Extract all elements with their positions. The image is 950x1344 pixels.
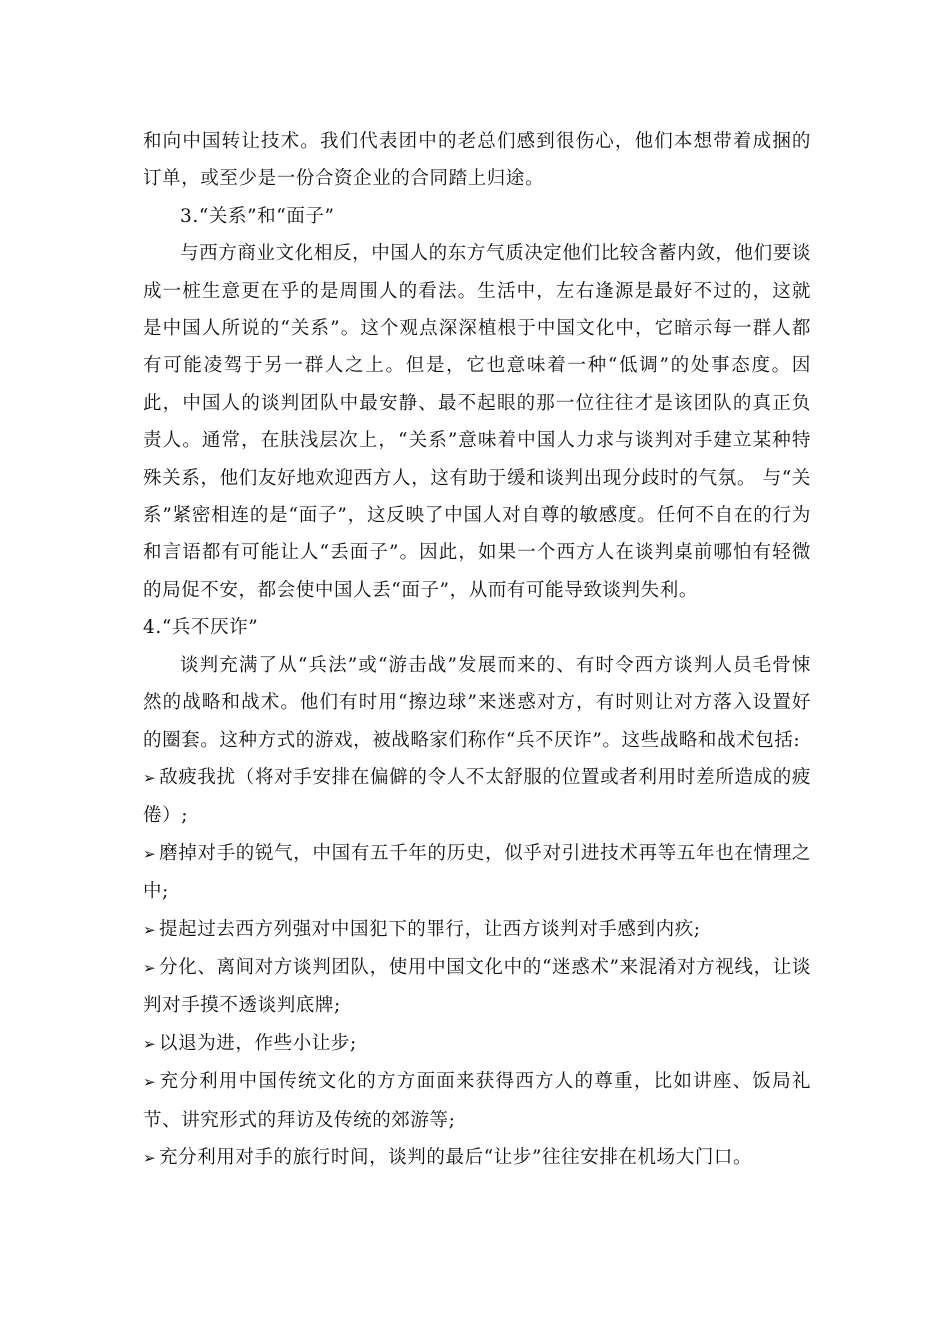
- bullet-item: [143, 835, 811, 911]
- bullet-text: 充分利用对手的旅行时间，谈判的最后“让步”往往安排在机场大门口。: [159, 1146, 753, 1168]
- bullet-text: 敌疲我扰（将对手安排在偏僻的令人不太舒服的位置或者利用时差所造成的疲倦）;: [143, 766, 811, 827]
- arrow-bullet-icon: ➢: [143, 920, 157, 939]
- text-body: [143, 123, 811, 1177]
- bullet-text: 分化、离间对方谈判团队，使用中国文化中的“迷惑术”来混淆对方视线，让谈判对手摸不透谈判底牌;: [143, 956, 811, 1017]
- bullet-text: 提起过去西方列强对中国犯下的罪行，让西方谈判对手感到内疚;: [159, 918, 701, 940]
- arrow-bullet-icon: ➢: [143, 1148, 157, 1167]
- bullet-item: [143, 1139, 811, 1177]
- bullet-text: 以退为进，作些小让步;: [159, 1032, 357, 1054]
- paragraph-bingbuyanzha: 谈判充满了从“兵法”或“游击战”发展而来的、有时令西方谈判人员毛骨悚然的战略和战术。他们有时用“擦边球”来迷惑对方，有时则让对方落入设置好的圈套。这种方式的游戏，被战略家们称作“兵不厌诈”。这些战略和战术包括:: [143, 654, 811, 751]
- bullet-item: [143, 1025, 811, 1063]
- paragraph-guanxi-mianzi: 与西方商业文化相反，中国人的东方气质决定他们比较含蓄内敛，他们要谈成一桩生意更在乎的是周围人的看法。生活中，左右逢源是最好不过的，这就是中国人所说的“关系”。这个观点深深植根于中国文化中，它暗示每一群人都有可能凌驾于另一群人之上。但是，它也意味着一种“低调”的处事态度。因此，中国人的谈判团队中最安静、最不起眼的那一位往往才是该团队的真正负责人。通常，在肤浅层次上，“关系”意味着中国人力求与谈判对手建立某种特殊关系，他们友好地欢迎西方人，这有助于缓和谈判出现分歧时的气氛。 与“关系”紧密相连的是“面子”，这反映了中国人对自尊的敏感度。任何不自在的行为和言语都有可能让人“丢面子”。因此，如果一个西方人在谈判桌前哪怕有轻微的局促不安，都会使中国人丢“面子”，从而有可能导致谈判失利。: [143, 243, 811, 601]
- bullet-text: 磨掉对手的锐气，中国有五千年的历史，似乎对引进技术再等五年也在情理之中;: [143, 842, 811, 903]
- section-heading-3: 3.“关系”和“面子”: [180, 205, 335, 227]
- bullet-item: [143, 1063, 811, 1139]
- paragraph-continuation: 和向中国转让技术。我们代表团中的老总们感到很伤心，他们本想带着成捆的订单，或至少是一份合资企业的合同踏上归途。: [143, 131, 811, 190]
- arrow-bullet-icon: ➢: [143, 768, 157, 787]
- bullet-item: [143, 911, 811, 949]
- arrow-bullet-icon: ➢: [143, 1073, 157, 1092]
- arrow-bullet-icon: ➢: [143, 958, 157, 977]
- bullet-text: 充分利用中国传统文化的方方面面来获得西方人的尊重，比如讲座、饭局礼节、讲究形式的拜访及传统的郊游等;: [143, 1071, 811, 1131]
- arrow-bullet-icon: ➢: [143, 1034, 157, 1053]
- bullet-item: [143, 949, 811, 1025]
- arrow-bullet-icon: ➢: [143, 844, 157, 863]
- section-heading-4: 4.“兵不厌诈”: [143, 617, 259, 639]
- bullet-item: [143, 759, 811, 835]
